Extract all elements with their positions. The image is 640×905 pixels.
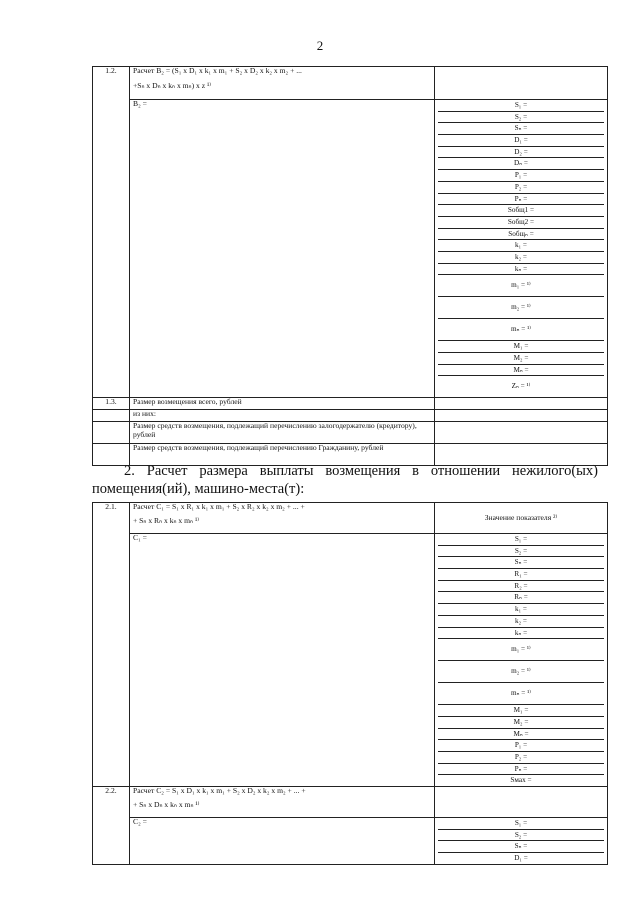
value-entry[interactable]: Pₙ = <box>438 193 604 205</box>
values-column <box>435 100 608 398</box>
of-which-value-cell[interactable] <box>435 410 608 422</box>
row-2-2-body <box>93 818 608 865</box>
value-entry[interactable]: kₙ = <box>438 263 604 275</box>
row-2-2-header <box>93 787 608 818</box>
value-entry[interactable]: S₂ = <box>438 829 604 841</box>
formula-line: + Sₙ x Rₙ x kₙ x mₙ ¹⁾ <box>133 515 200 525</box>
value-entry[interactable]: S₁ = <box>514 535 528 543</box>
row-2-1-header <box>93 503 608 534</box>
value-entry[interactable]: Sмаx = <box>438 774 604 786</box>
value-entry[interactable]: Sₙ = <box>438 840 604 852</box>
row-number: 2.1. <box>93 503 130 787</box>
value-entry[interactable]: S₂ = <box>438 111 604 123</box>
formula-cell <box>130 67 435 100</box>
page-number: 2 <box>316 38 324 53</box>
formula-line: +Sₙ x Dₙ x kₙ x mₙ) x z ¹⁾ <box>133 80 212 90</box>
result-cell <box>130 100 435 398</box>
value-entry[interactable]: Sобщ1 = <box>438 204 604 216</box>
value-entry[interactable]: P₁ = <box>438 169 604 181</box>
value-entry[interactable]: S₂ = <box>438 545 604 557</box>
of-which-label: из них: <box>130 410 435 422</box>
value-entry[interactable]: k₁ = <box>438 239 604 251</box>
value-entry[interactable]: Rₙ = <box>438 591 604 603</box>
value-entry[interactable]: Zₙ = ¹⁾ <box>438 375 604 397</box>
value-entry[interactable]: k₂ = <box>438 251 604 263</box>
value-entry[interactable]: Sобщ2 = <box>438 216 604 228</box>
result-cell <box>130 818 435 865</box>
result-label: B₂ = <box>133 99 147 108</box>
value-entry[interactable]: Pₙ = <box>438 763 604 775</box>
value-entry[interactable]: M₁ = <box>438 704 604 716</box>
result-cell <box>130 534 435 787</box>
value-entry[interactable]: m₂ = ¹⁾ <box>438 296 604 318</box>
value-entry[interactable]: D₂ = <box>438 146 604 158</box>
row-number: 1.3. <box>93 398 130 410</box>
value-entry[interactable]: P₂ = <box>438 181 604 193</box>
values-column <box>435 534 608 787</box>
citizen-label: Размер средств возмещения, подлежащий перечислению Гражданину, рублей <box>130 444 435 466</box>
formula-line: + Sₙ x Dₙ x kₙ x mₙ ¹⁾ <box>133 799 200 809</box>
value-entry[interactable]: M₂ = <box>438 352 604 364</box>
row-number: 2.2. <box>93 787 130 865</box>
section2-heading: 2. Расчет размера выплаты возмещения в отношении нежилого(ых) помещения(ий), машино-места(т): <box>92 463 598 497</box>
formula-line: Расчет B₂ = (S₁ x D₁ x k₁ x m₁ + S₂ x D₂ x k₂ x m₂ + ... <box>133 66 302 75</box>
formula-line: Расчет C₁ = S₁ x R₁ x k₁ x m₁ + S₂ x R₂ x k₂ x m₂ + ... + <box>133 502 305 511</box>
pledge-label: Размер средств возмещения, подлежащий перечислению залогодержателю (кредитору), рублей <box>130 422 435 444</box>
total-value-cell[interactable] <box>435 398 608 410</box>
value-entry[interactable]: mₙ = ¹⁾ <box>438 318 604 340</box>
value-header-cell <box>435 503 608 534</box>
pledge-value-cell[interactable] <box>435 422 608 444</box>
value-entry[interactable]: Mₙ = <box>438 364 604 376</box>
section2-table <box>92 502 608 865</box>
row-1-2-body <box>93 100 608 398</box>
value-entry[interactable]: Dₙ = <box>438 157 604 169</box>
value-entry[interactable]: kₙ = <box>438 627 604 639</box>
value-entry[interactable]: D₁ = <box>438 852 604 864</box>
value-header-cell <box>435 787 608 818</box>
row-1-2-header <box>93 67 608 100</box>
value-entry[interactable]: m₂ = ¹⁾ <box>438 660 604 682</box>
value-header-cell <box>435 67 608 100</box>
value-entry[interactable]: mₙ = ¹⁾ <box>438 682 604 704</box>
formula-cell <box>130 503 435 534</box>
value-entry[interactable]: Sₙ = <box>438 122 604 134</box>
result-label: C₂ = <box>133 817 147 826</box>
value-entry[interactable]: M₁ = <box>438 340 604 352</box>
result-label: C₁ = <box>133 533 147 542</box>
value-entry[interactable]: k₂ = <box>438 615 604 627</box>
value-entry[interactable]: M₂ = <box>438 716 604 728</box>
formula-cell <box>130 787 435 818</box>
row-2-1-body <box>93 534 608 787</box>
values-column <box>435 818 608 865</box>
row-number: 1.2. <box>93 67 130 398</box>
value-entry[interactable]: m₁ = ¹⁾ <box>438 638 604 660</box>
value-header: Значение показателя ²⁾ <box>484 512 558 522</box>
value-entry[interactable]: P₂ = <box>438 751 604 763</box>
section1-table <box>92 66 608 466</box>
row-1-3-pledge <box>93 422 608 444</box>
value-entry[interactable]: R₁ = <box>438 568 604 580</box>
row-1-3-total <box>93 398 608 410</box>
value-entry[interactable]: D₁ = <box>438 134 604 146</box>
value-entry[interactable]: S₁ = <box>514 819 528 827</box>
value-entry[interactable]: k₁ = <box>438 603 604 615</box>
value-entry[interactable]: Sₙ = <box>438 556 604 568</box>
value-entry[interactable]: R₂ = <box>438 580 604 592</box>
total-label: Размер возмещения всего, рублей <box>130 398 435 410</box>
row-1-3-of-which <box>93 410 608 422</box>
value-entry[interactable]: S₁ = <box>514 101 528 109</box>
value-entry[interactable]: m₁ = ¹⁾ <box>438 274 604 296</box>
value-entry[interactable]: Mₙ = <box>438 728 604 740</box>
value-entry[interactable]: P₁ = <box>438 739 604 751</box>
formula-line: Расчет C₂ = S₁ x D₁ x k₁ x m₁ + S₂ x D₂ x k₂ x m₂ + ... + <box>133 786 306 795</box>
value-entry[interactable]: Sобщₙ = <box>438 228 604 240</box>
